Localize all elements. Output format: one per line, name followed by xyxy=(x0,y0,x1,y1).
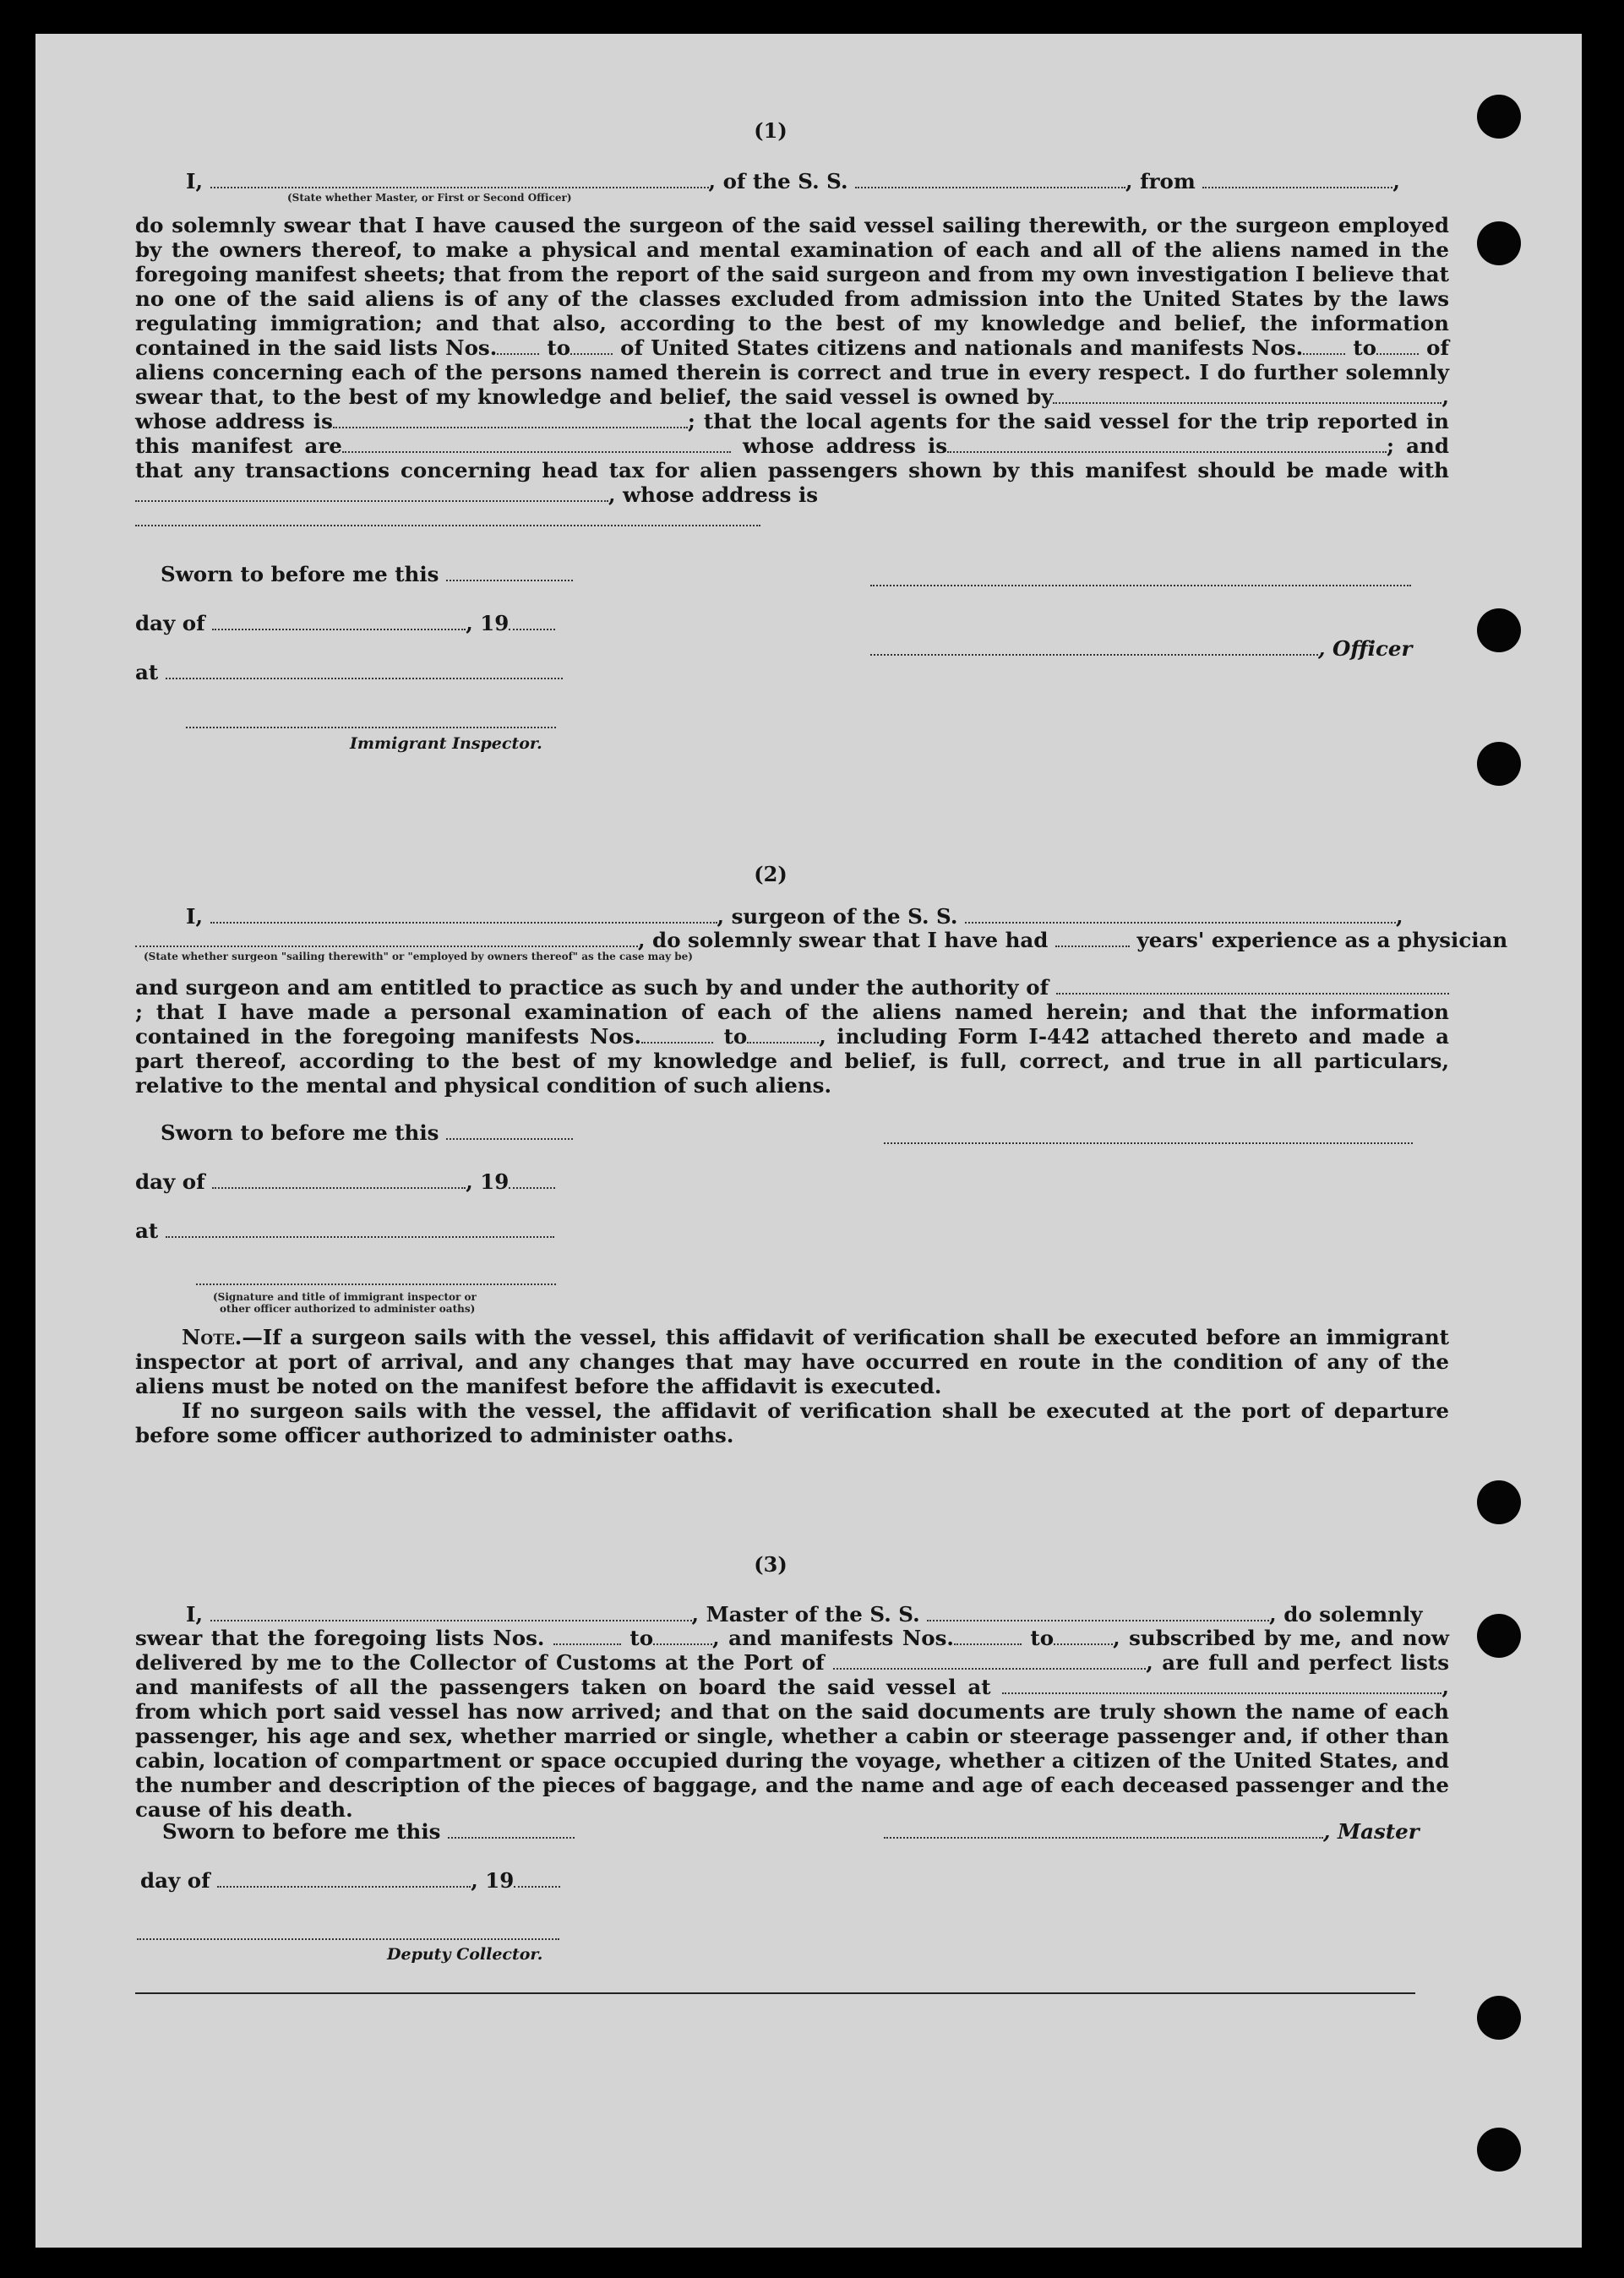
section-1-body: do solemnly swear that I have caused the surgeon of the said vessel sailing therewith, or the surgeon employed by the owners thereof, to make a physical and mental examination of each and all of the aliens named in the foregoing manifest sheets; that from the report of the said surgeon and from my own investigation I believe that no one of the said aliens is of any of the classes excluded from admission into the United States by the laws regulating immigration; and that also, according to the best of my knowledge and belief, the information contained in the said lists Nos. to of United States citizens and nationals and manifests Nos. to of aliens concerning each of the persons named therein is correct and true in every respect. I do further solemnly swear that, to the best of my knowledge and belief, the said vessel is owned by , whose address is ; that the local agents for the said vessel for the trip reported in this manifest are whose address is ; and that any transactions concerning head tax for alien passengers shown by this manifest should be made with, whose address is xyxy=(135,213,1449,531)
inspector-signature-line xyxy=(196,1282,556,1285)
section-2-line-1: I, , surgeon of the S. S. , xyxy=(186,904,1403,929)
signature-note-2: other officer authorized to administer oaths) xyxy=(220,1303,476,1315)
master-line: , Master xyxy=(884,1819,1420,1845)
master-note: (State whether Master, or First or Second Officer) xyxy=(287,192,572,204)
bottom-rule xyxy=(135,1992,1415,1994)
binder-hole xyxy=(1477,2128,1521,2172)
signature-line xyxy=(870,583,1411,586)
at-line-2: at xyxy=(135,1218,554,1244)
officer-line: , Officer xyxy=(870,636,1412,662)
section-2-heading: (2) xyxy=(754,862,787,886)
binder-hole xyxy=(1477,1614,1521,1658)
binder-hole xyxy=(1477,1480,1521,1524)
section-1-heading: (1) xyxy=(754,118,787,143)
sworn-line-1: Sworn to before me this xyxy=(161,562,573,587)
sworn-line-3: Sworn to before me this xyxy=(162,1819,575,1845)
section-2-note: Note.—If a surgeon sails with the vessel, this affidavit of verification shall be executed before an immigrant inspector at port of arrival, and any changes that may have occurred en route in the condition of any of the aliens must be noted on the manifest before the affidavit is executed. If no surgeon sails with the vessel, the affidavit of verification shall be executed at the port of departure before some officer authorized to administer oaths. xyxy=(135,1325,1449,1447)
inspector-signature-line xyxy=(186,725,556,728)
binder-hole xyxy=(1477,1996,1521,2040)
section-3-body: swear that the foregoing lists Nos. to , and manifests Nos. to , subscribed by me, and now delivered by me to the Collector of Customs at the Port of , are full and perfect lists and manifests of all the passengers taken on board the said vessel at , from which port said vessel has now arrived; and that on the said documents are truly shown the name of each passenger, his age and sex, whether married or single, whether a cabin or steerage passenger and, if other than cabin, location of compartment or space occupied during the voyage, whether a citizen of the United States, and the number and description of the pieces of baggage, and the name and age of each deceased passenger and the cause of his death. xyxy=(135,1626,1450,1822)
section-3-line-1: I, , Master of the S. S. , do solemnly xyxy=(186,1602,1423,1627)
section-3-heading: (3) xyxy=(754,1552,787,1577)
signature-note-1: (Signature and title of immigrant inspector or xyxy=(213,1291,477,1303)
signature-line xyxy=(884,1141,1413,1144)
section-2-body: and surgeon and am entitled to practice as such by and under the authority of ; that I have made a personal examination of each of the aliens named herein; and that the information contained in the foregoing manifests Nos. to , including Form I-442 attached thereto and made a part thereof, according to the best of my knowledge and belief, is full, correct, and true in all particulars, relative to the mental and physical condition of such aliens. xyxy=(135,975,1449,1098)
deputy-signature-line xyxy=(137,1937,559,1940)
day-of-line-1: day of , 19 xyxy=(135,611,555,636)
surgeon-note: (State whether surgeon "sailing therewith" or "employed by owners thereof" as the case may be) xyxy=(144,951,693,962)
day-of-line-3: day of , 19 xyxy=(140,1868,560,1894)
inspector-label: Immigrant Inspector. xyxy=(350,734,542,753)
sworn-line-2: Sworn to before me this xyxy=(161,1120,573,1146)
section-1-line-1: I, , of the S. S. , from , xyxy=(186,169,1400,193)
at-line-1: at xyxy=(135,660,563,685)
binder-hole xyxy=(1477,608,1521,652)
binder-hole xyxy=(1477,742,1521,786)
day-of-line-2: day of , 19 xyxy=(135,1169,555,1195)
manifest-page xyxy=(35,34,1582,2248)
deputy-label: Deputy Collector. xyxy=(387,1945,543,1964)
binder-hole xyxy=(1477,221,1521,265)
section-2-line-2: , do solemnly swear that I have had years' experience as a physician xyxy=(135,928,1507,953)
